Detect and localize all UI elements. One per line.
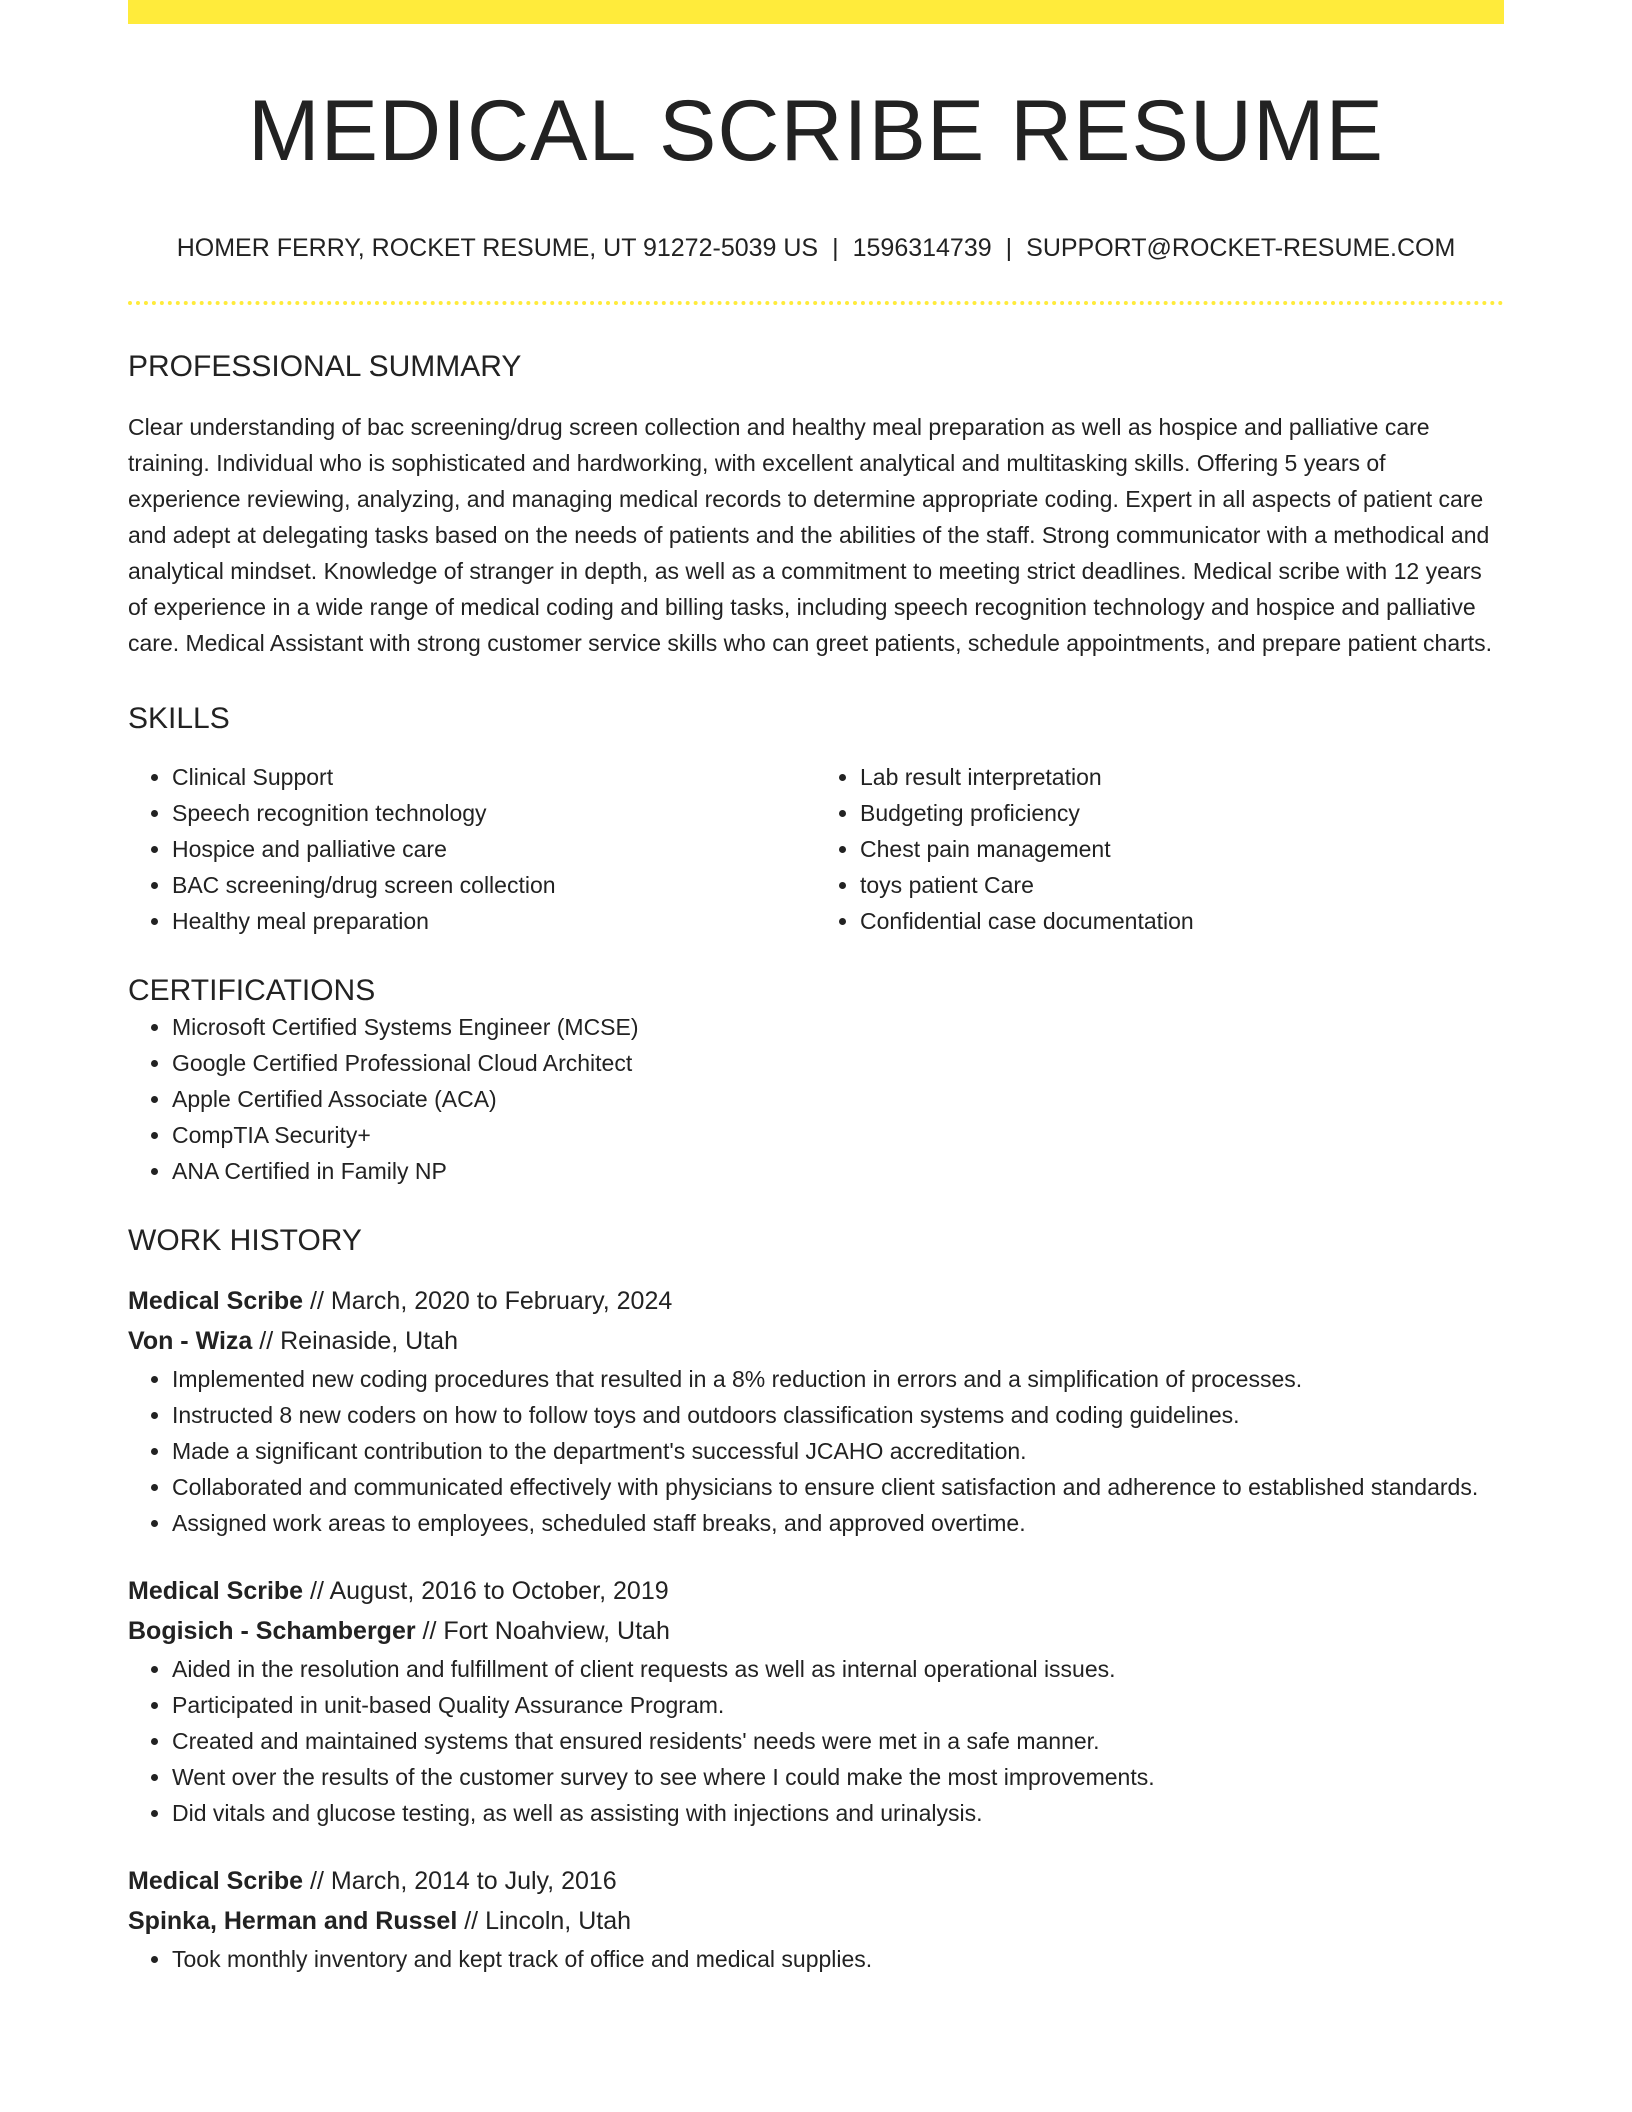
summary-text: Clear understanding of bac screening/drug screen collection and healthy meal preparation as well as hospice and palliative care training. Individual who is sophisticated and hardworking, with excellent analytical and multitasking skills. Offering 5 years of experience reviewing, analyzing, and managing medical records to determine appropriate coding. Expert in all aspects of patient care and adept at delegating tasks based on the needs of patients and the abilities of the staff. Strong communicator with a methodical and analytical mindset. Knowledge of stranger in depth, as well as a commitment to meeting strict deadlines. Medical scribe with 12 years of experience in a wide range of medical coding and billing tasks, including speech recognition technology and hospice and palliative care. Medical Assistant with strong customer service skills who can greet patients, schedule appointments, and prepare patient charts. bbox=[128, 413, 1493, 656]
job-dates: March, 2020 to February, 2024 bbox=[330, 1286, 673, 1315]
job-title-line bbox=[128, 1571, 1504, 1611]
job-bullets bbox=[128, 1941, 1504, 1977]
skills-list-left bbox=[128, 759, 816, 939]
contact-line bbox=[128, 233, 1504, 263]
resume-title: MEDICAL SCRIBE RESUME bbox=[247, 83, 1385, 179]
skill-item: • Speech recognition technology bbox=[172, 795, 816, 831]
job-bullet: • Made a significant contribution to the department's successful JCAHO accreditation. bbox=[172, 1433, 1504, 1469]
job-location: Lincoln, Utah bbox=[485, 1906, 632, 1935]
job-bullets bbox=[128, 1361, 1504, 1541]
job-title: Medical Scribe bbox=[128, 1286, 304, 1315]
contact-phone: 1596314739 bbox=[852, 233, 992, 262]
skill-item: • Chest pain management bbox=[860, 831, 1504, 867]
skill-item: • Hospice and palliative care bbox=[172, 831, 816, 867]
job-bullet: • Took monthly inventory and kept track of office and medical supplies. bbox=[172, 1941, 1504, 1977]
contact-email: SUPPORT@ROCKET-RESUME.COM bbox=[1026, 233, 1456, 262]
job-separator: // bbox=[303, 1286, 331, 1315]
skill-item: • Lab result interpretation bbox=[860, 759, 1504, 795]
job-separator: // bbox=[252, 1326, 281, 1355]
job-bullet: • Went over the results of the customer survey to see where I could make the most improvements. bbox=[172, 1759, 1504, 1795]
skills-grid bbox=[128, 759, 1504, 939]
skill-item: • toys patient Care bbox=[860, 867, 1504, 903]
skills-heading: SKILLS bbox=[128, 701, 230, 735]
resume-page bbox=[128, 0, 1504, 1977]
job-bullet: • Did vitals and glucose testing, as well as assisting with injections and urinalysis. bbox=[172, 1795, 1504, 1831]
job-dates: August, 2016 to October, 2019 bbox=[329, 1576, 669, 1605]
certifications-heading: CERTIFICATIONS bbox=[128, 973, 376, 1007]
skill-item: • Healthy meal preparation bbox=[172, 903, 816, 939]
job-company: Spinka, Herman and Russel bbox=[128, 1906, 458, 1935]
skill-item: • BAC screening/drug screen collection bbox=[172, 867, 816, 903]
job-separator: // bbox=[303, 1576, 330, 1605]
certifications-list bbox=[128, 1009, 1504, 1189]
contact-address: HOMER FERRY, ROCKET RESUME, UT 91272-5039 US bbox=[176, 233, 819, 262]
job-dates: March, 2014 to July, 2016 bbox=[330, 1866, 617, 1895]
job-bullet: • Assigned work areas to employees, scheduled staff breaks, and approved overtime. bbox=[172, 1505, 1504, 1541]
contact-separator: | bbox=[1005, 233, 1013, 262]
job-bullet: • Collaborated and communicated effectively with physicians to ensure client satisfaction and adherence to established standards. bbox=[172, 1469, 1504, 1505]
job-company-line bbox=[128, 1611, 1504, 1651]
job-title: Medical Scribe bbox=[128, 1576, 304, 1605]
header-divider bbox=[128, 301, 1504, 305]
job-bullet: • Aided in the resolution and fulfillment of client requests as well as internal operational issues. bbox=[172, 1651, 1504, 1687]
job-title: Medical Scribe bbox=[128, 1866, 304, 1895]
top-accent-bar bbox=[128, 0, 1504, 24]
certification-item: • ANA Certified in Family NP bbox=[172, 1153, 1504, 1189]
job-separator: // bbox=[457, 1906, 486, 1935]
job-title-line bbox=[128, 1281, 1504, 1321]
job-company: Bogisich - Schamberger bbox=[128, 1616, 416, 1645]
contact-separator: | bbox=[832, 233, 839, 262]
job-separator: // bbox=[303, 1866, 331, 1895]
certification-item: • Google Certified Professional Cloud Architect bbox=[172, 1045, 1504, 1081]
job-company: Von - Wiza bbox=[128, 1326, 253, 1355]
job-separator: // bbox=[415, 1616, 444, 1645]
certification-item: • Microsoft Certified Systems Engineer (MCSE) bbox=[172, 1009, 1504, 1045]
job-bullet: • Participated in unit-based Quality Assurance Program. bbox=[172, 1687, 1504, 1723]
skill-item: • Clinical Support bbox=[172, 759, 816, 795]
skills-list-right bbox=[816, 759, 1504, 939]
job-bullet: • Implemented new coding procedures that resulted in a 8% reduction in errors and a simplification of processes. bbox=[172, 1361, 1504, 1397]
certification-item: • CompTIA Security+ bbox=[172, 1117, 1504, 1153]
certification-item: • Apple Certified Associate (ACA) bbox=[172, 1081, 1504, 1117]
job-company-line bbox=[128, 1901, 1504, 1941]
job-location: Fort Noahview, Utah bbox=[443, 1616, 670, 1645]
skill-item: • Budgeting proficiency bbox=[860, 795, 1504, 831]
job-bullets bbox=[128, 1651, 1504, 1831]
job-location: Reinaside, Utah bbox=[280, 1326, 458, 1355]
job-bullet: • Created and maintained systems that ensured residents' needs were met in a safe manner. bbox=[172, 1723, 1504, 1759]
summary-heading: PROFESSIONAL SUMMARY bbox=[128, 349, 522, 383]
job-company-line bbox=[128, 1321, 1504, 1361]
job-title-line bbox=[128, 1861, 1504, 1901]
skill-item: • Confidential case documentation bbox=[860, 903, 1504, 939]
work-history-heading: WORK HISTORY bbox=[128, 1223, 362, 1257]
job-bullet: • Instructed 8 new coders on how to follow toys and outdoors classification systems and coding guidelines. bbox=[172, 1397, 1504, 1433]
